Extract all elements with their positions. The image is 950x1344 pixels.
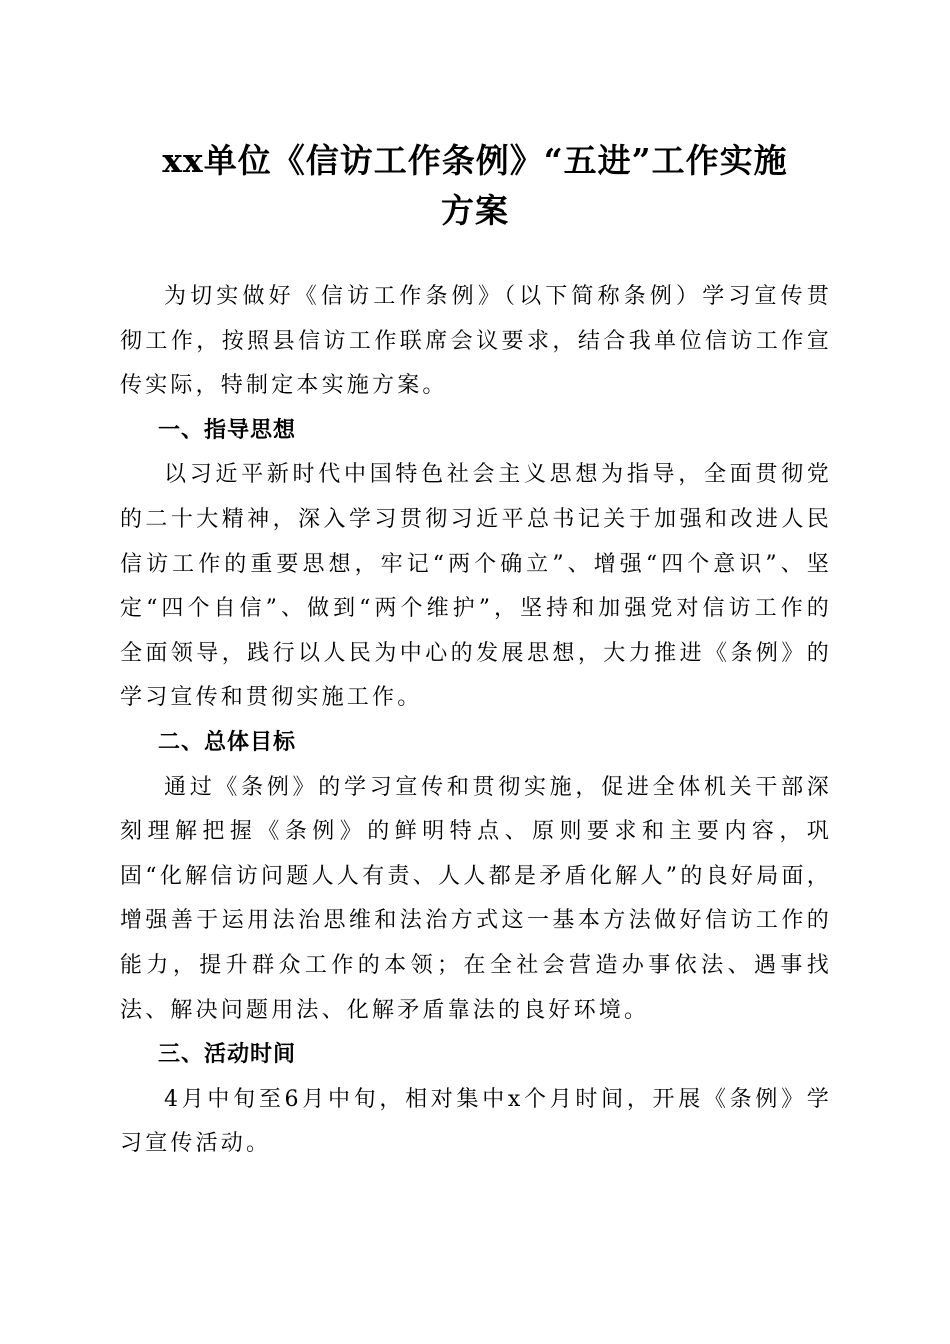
section-heading-activity-time: 三、活动时间 [158, 1042, 297, 1068]
section-heading-overall-goals: 二、总体目标 [158, 729, 297, 755]
document-title [120, 136, 830, 236]
section-heading-guiding-ideology: 一、指导思想 [158, 417, 297, 443]
section-paragraph-overall-goals: 通过《条例》的学习宣传和贯彻实施，促进全体机关干部深刻理解把握《条例》的鲜明特点、原则要求和主要内容，巩固“化解信访问题人人有责、人人都是矛盾化解人”的良好局面，增强善于运用法治思维和法治方式这一基本方法做好信访工作的能力，提升群众工作的本领；在全社会营造办事依法、遇事找法、解决问题用法、化解矛盾靠法的良好环境。 [120, 774, 832, 1023]
section-paragraph-guiding-ideology: 以习近平新时代中国特色社会主义思想为指导，全面贯彻党的二十大精神，深入学习贯彻习近平总书记关于加强和改进人民信访工作的重要思想，牢记“两个确立”、增强“四个意识”、坚定“四个自信”、做到“两个维护”，坚持和加强党对信访工作的全面领导，践行以人民为中心的发展思想，大力推进《条例》的学习宣传和贯彻实施工作。 [120, 462, 832, 711]
title-line-1: xx单位《信访工作条例》“五进”工作实施 [162, 141, 788, 180]
title-line-2: 方案 [441, 191, 509, 230]
section-paragraph-activity-time: 4月中旬至6月中旬，相对集中x个月时间，开展《条例》学习宣传活动。 [120, 1086, 832, 1157]
intro-paragraph: 为切实做好《信访工作条例》（以下简称条例）学习宣传贯彻工作，按照县信访工作联席会议要求，结合我单位信访工作宣传实际，特制定本实施方案。 [120, 284, 832, 399]
document-body [120, 275, 832, 1167]
